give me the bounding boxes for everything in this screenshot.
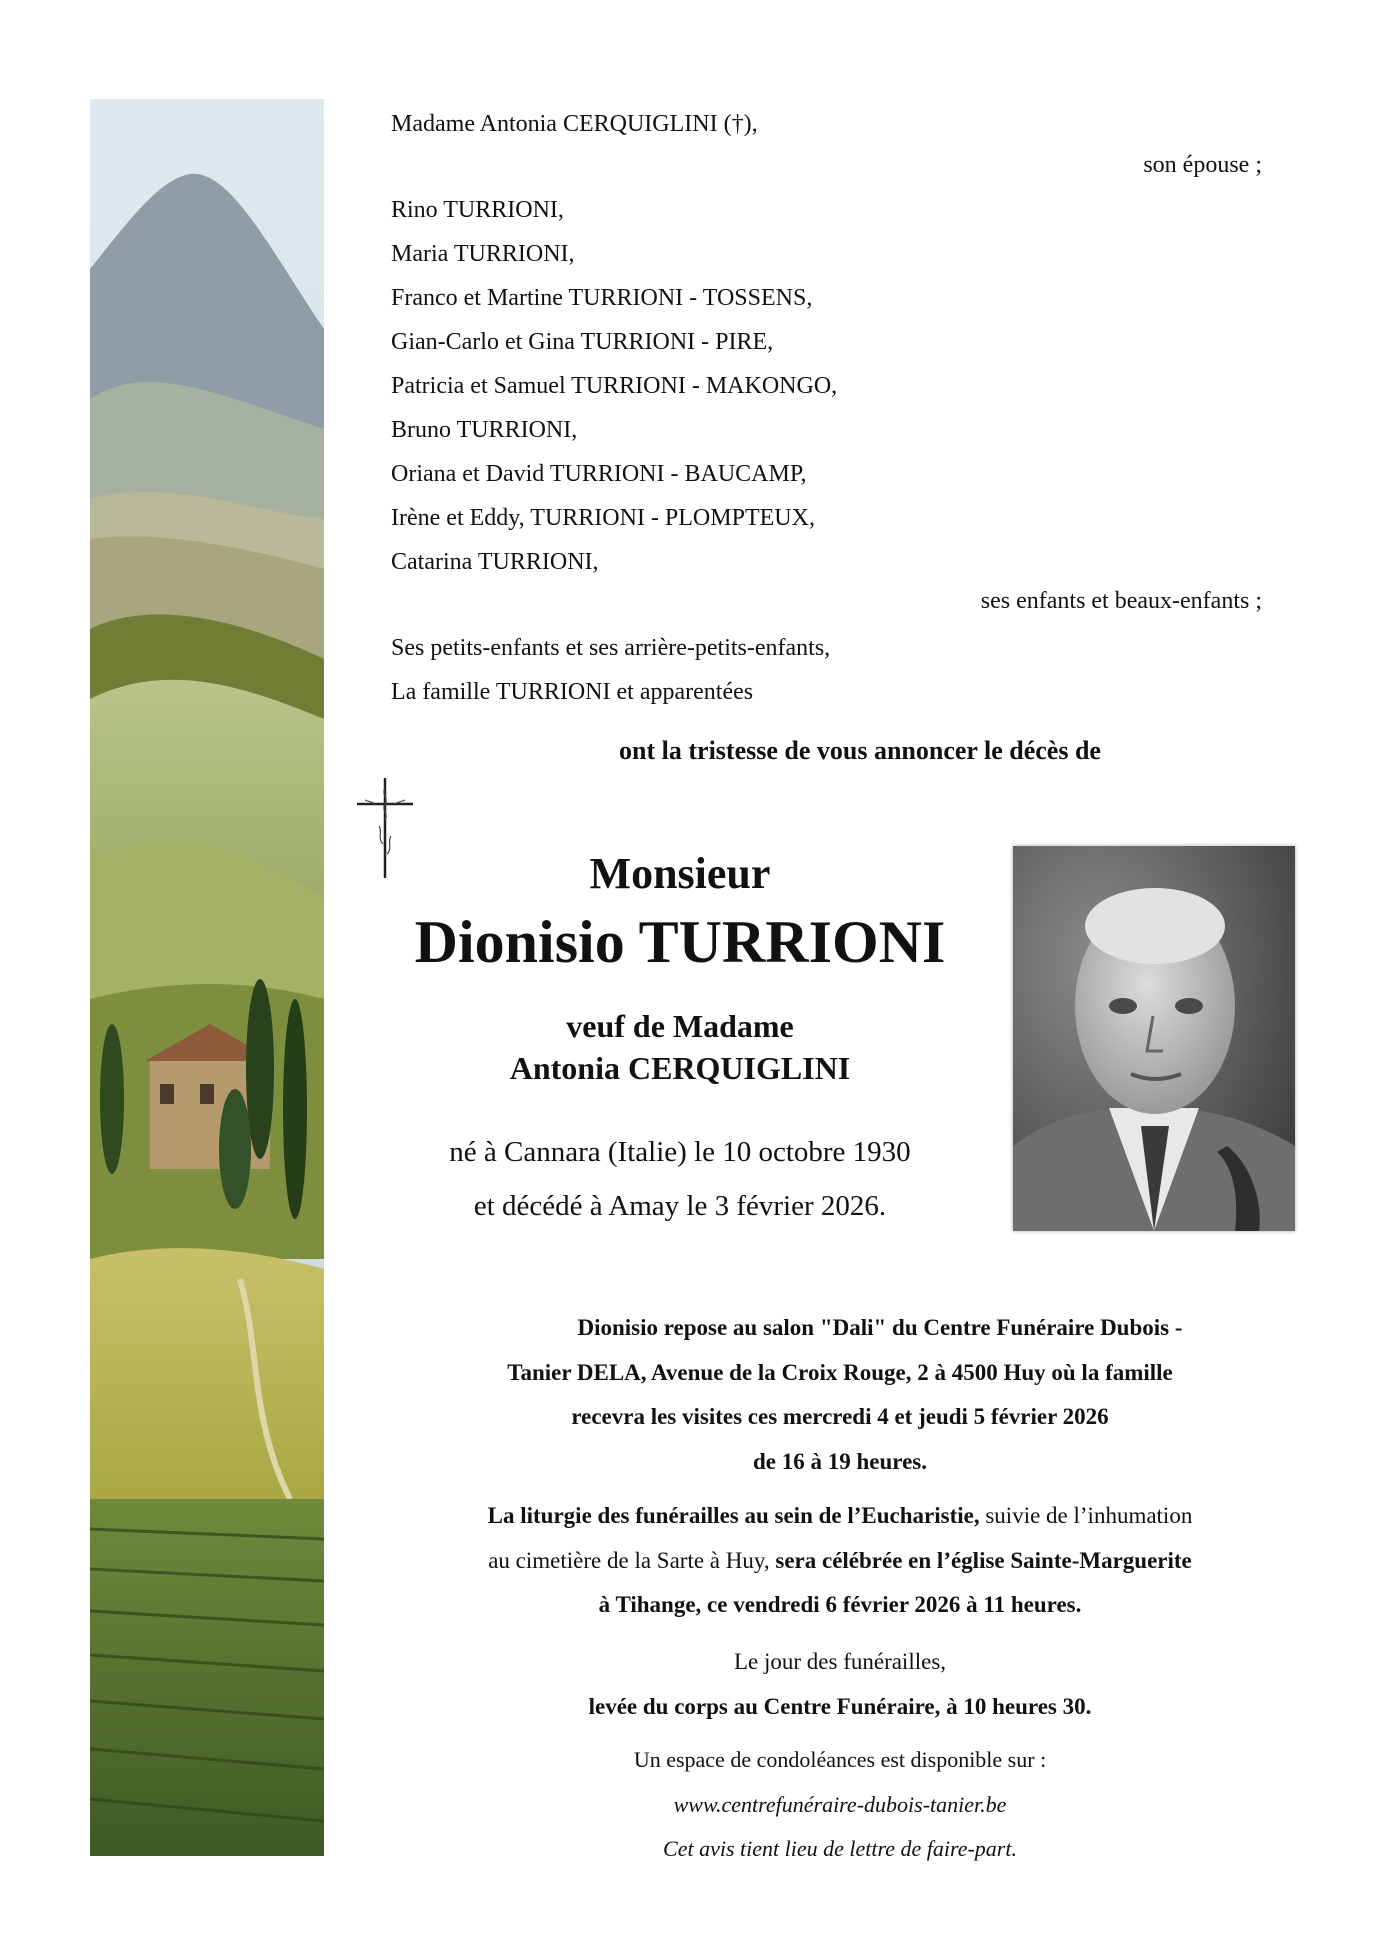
departure-info	[400, 1640, 1280, 1729]
widower-line-1: veuf de Madame	[566, 1008, 794, 1044]
child-entry: Catarina TURRIONI,	[391, 549, 599, 575]
children-list	[391, 188, 837, 584]
departure-line: levée du corps au Centre Funéraire, à 10 heures 30.	[588, 1693, 1092, 1719]
funeral-line	[400, 1539, 1280, 1584]
website-link[interactable]: www.centrefunéraire-dubois-tanier.be	[673, 1791, 1007, 1817]
funeral-line	[400, 1494, 1280, 1539]
funeral-info	[400, 1494, 1280, 1628]
child-entry: Oriana et David TURRIONI - BAUCAMP,	[391, 461, 807, 487]
death-line: et décédé à Amay le 3 février 2026.	[473, 1190, 887, 1222]
visitation-line: de 16 à 19 heures.	[753, 1448, 927, 1474]
deceased-title: Monsieur	[589, 849, 771, 898]
spouse-role: son épouse ;	[1143, 152, 1262, 178]
relatives-line: Ses petits-enfants et ses arrière-petits-enfants,	[391, 635, 831, 661]
funeral-cemetery-text: au cimetière de la Sarte à Huy,	[488, 1547, 776, 1573]
child-entry: Bruno TURRIONI,	[391, 417, 578, 443]
other-relatives	[391, 626, 830, 714]
departure-line: Le jour des funérailles,	[733, 1649, 947, 1674]
visitation-info	[400, 1306, 1280, 1484]
children-role: ses enfants et beaux-enfants ;	[980, 588, 1262, 614]
funeral-line: à Tihange, ce vendredi 6 février 2026 à 11 heures.	[598, 1592, 1082, 1617]
condolences-text: Un espace de condoléances est disponible sur :	[633, 1747, 1047, 1772]
deceased-name: Dionisio TURRIONI	[414, 909, 946, 975]
funeral-church-text: sera célébrée en l’église Sainte-Marguerite	[775, 1547, 1192, 1573]
child-entry: Patricia et Samuel TURRIONI - MAKONGO,	[391, 373, 838, 399]
child-entry: Gian-Carlo et Gina TURRIONI - PIRE,	[391, 329, 774, 355]
announcement-text: ont la tristesse de vous annoncer le décès de	[619, 736, 1101, 765]
child-entry: Irène et Eddy, TURRIONI - PLOMPTEUX,	[391, 505, 815, 531]
child-entry: Rino TURRIONI,	[391, 197, 564, 223]
footer	[400, 1738, 1280, 1872]
visitation-line: Dionisio repose au salon "Dali" du Centre Funéraire Dubois -	[577, 1315, 1183, 1340]
funeral-burial-text: suivie de l’inhumation	[979, 1503, 1193, 1528]
widower-line-2: Antonia CERQUIGLINI	[509, 1050, 851, 1086]
visitation-line: recevra les visites ces mercredi 4 et jeudi 5 février 2026	[571, 1404, 1109, 1429]
visitation-line: Tanier DELA, Avenue de la Croix Rouge, 2 à 4500 Huy où la famille	[507, 1359, 1173, 1385]
funeral-liturgy-text: La liturgie des funérailles au sein de l’Eucharistie,	[487, 1503, 980, 1528]
deceased-photo	[1013, 846, 1295, 1231]
landscape-banner-image	[90, 99, 324, 1856]
spouse-line: Madame Antonia CERQUIGLINI (†),	[391, 111, 758, 137]
child-entry: Franco et Martine TURRIONI - TOSSENS,	[391, 285, 813, 311]
notice-text: Cet avis tient lieu de lettre de faire-part.	[663, 1836, 1017, 1861]
relatives-line: La famille TURRIONI et apparentées	[391, 679, 754, 705]
child-entry: Maria TURRIONI,	[391, 241, 575, 267]
birth-line: né à Cannara (Italie) le 10 octobre 1930	[449, 1136, 911, 1168]
